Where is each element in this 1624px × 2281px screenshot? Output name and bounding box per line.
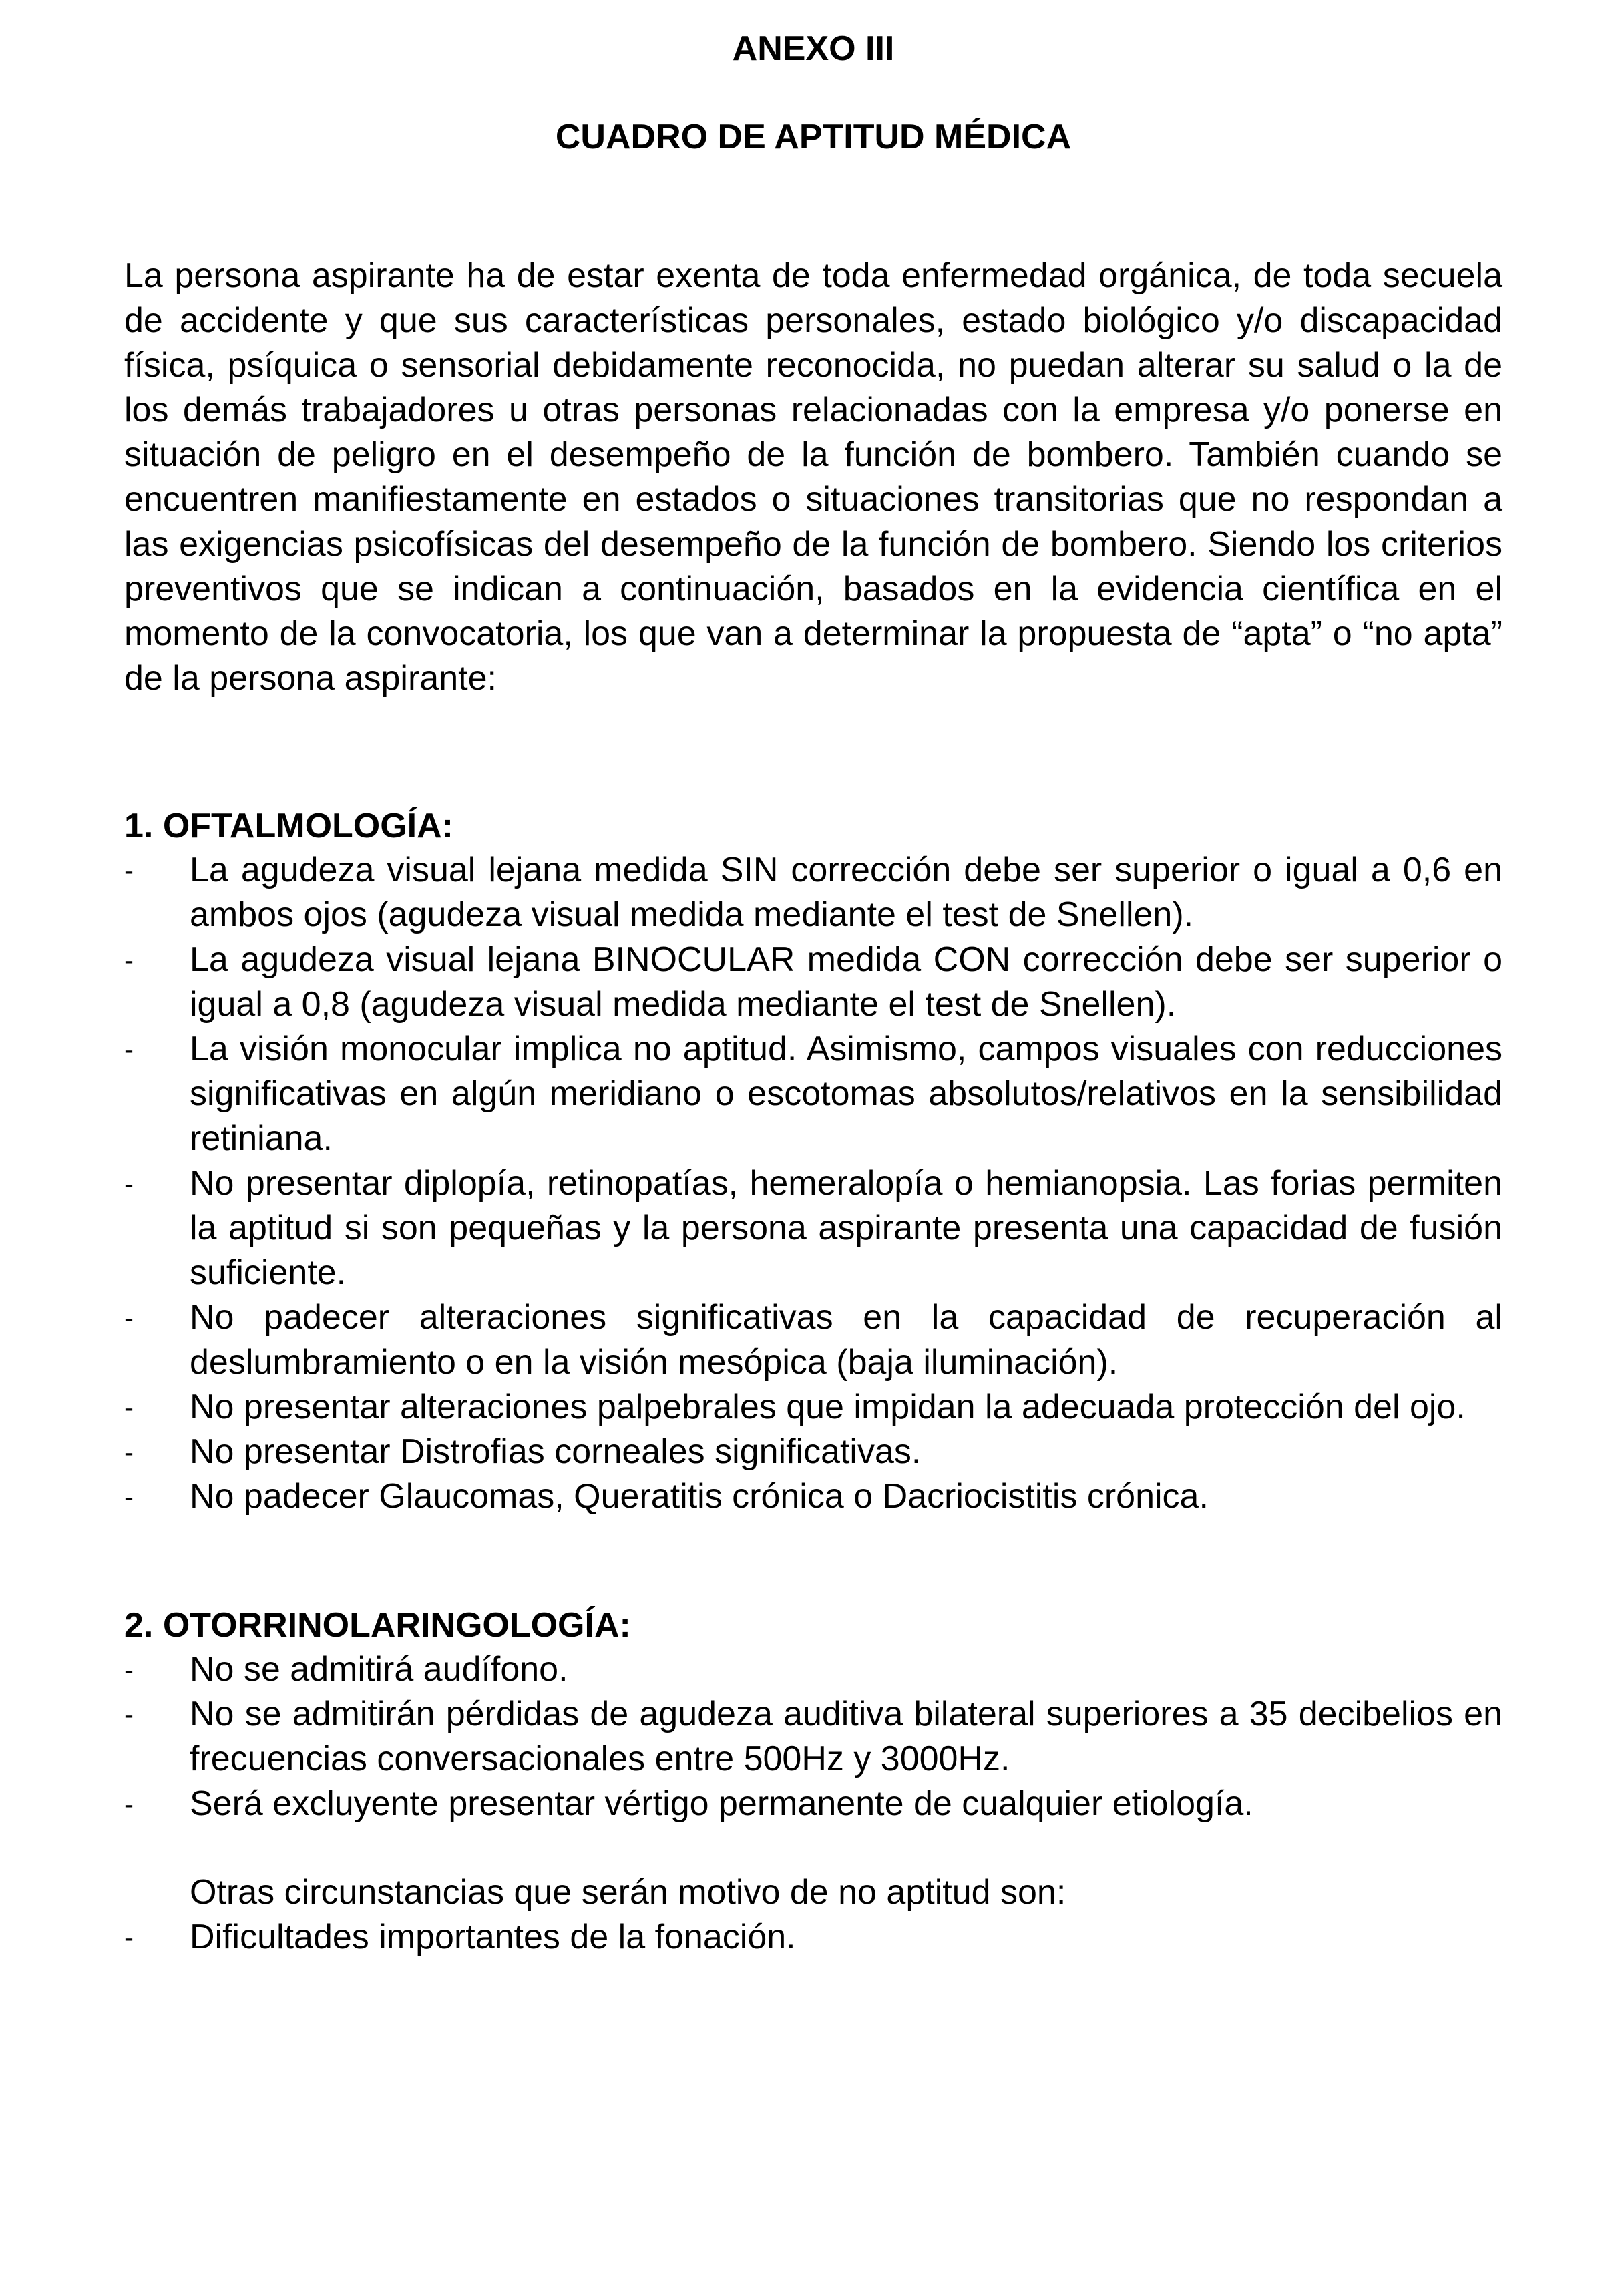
bullet-dash: - [124,1168,134,1199]
bullet-dash: - [124,1302,134,1333]
list-item [124,848,1502,938]
list-item [124,1430,1502,1474]
section-title-oftalmologia: 1. OFTALMOLOGÍA: [124,807,453,845]
annex-heading: ANEXO III [732,29,895,68]
bullet-dash: - [124,1699,134,1730]
list-item-text: No presentar Distrofias corneales significativas. [190,1432,922,1471]
list-item-text: No padecer alteraciones significativas en la capacidad de recuperación al deslumbramiento o en la visión mesópica (baja iluminación). [190,1298,1502,1382]
list-item [124,1647,1502,1692]
list-item-text: La visión monocular implica no aptitud. Asimismo, campos visuales con reducciones significativas en algún meridiano o escotomas absolutos/relativos en la sensibilidad retiniana. [190,1030,1502,1158]
otorrinolaringologia-list [124,1647,1502,1826]
bullet-dash: - [124,1788,134,1820]
bullet-dash: - [124,1922,134,1953]
list-item [124,1161,1502,1295]
list-item [124,1474,1502,1519]
list-item-text: No se admitirán pérdidas de agudeza auditiva bilateral superiores a 35 decibelios en frecuencias conversacionales entre 500Hz y 3000Hz. [190,1695,1502,1778]
list-item-text: La agudeza visual lejana medida SIN corrección debe ser superior o igual a 0,6 en ambos ojos (agudeza visual medida mediante el test de Snellen). [190,851,1502,934]
bullet-dash: - [124,1436,134,1468]
list-item [124,938,1502,1027]
list-item [124,1915,1502,1960]
list-item-text: No padecer Glaucomas, Queratitis crónica o Dacriocistitis crónica. [190,1477,1209,1516]
document-title: CUADRO DE APTITUD MÉDICA [555,118,1072,156]
list-item-text: Será excluyente presentar vértigo permanente de cualquier etiología. [190,1784,1253,1823]
section-title-otorrinolaringologia: 2. OTORRINOLARINGOLOGÍA: [124,1606,631,1645]
bullet-dash: - [124,855,134,886]
otras-circunstancias-note: Otras circunstancias que serán motivo de no aptitud son: [190,1873,1066,1912]
oftalmologia-list [124,848,1502,1519]
bullet-dash: - [124,1392,134,1423]
list-item-text: No se admitirá audífono. [190,1650,568,1689]
list-item-text: La agudeza visual lejana BINOCULAR medida CON corrección debe ser superior o igual a 0,8 (agudeza visual medida mediante el test de Snellen). [190,940,1502,1024]
list-item [124,1782,1502,1826]
list-item [124,1385,1502,1430]
otras-circunstancias-list [124,1915,1502,1960]
list-item [124,1295,1502,1385]
bullet-dash: - [124,1654,134,1685]
list-item-text: Dificultades importantes de la fonación. [190,1918,796,1956]
list-item-text: No presentar diplopía, retinopatías, hemeralopía o hemianopsia. Las forias permiten la aptitud si son pequeñas y la persona aspirante presenta una capacidad de fusión suficiente. [190,1164,1502,1292]
list-item [124,1027,1502,1161]
intro-paragraph: La persona aspirante ha de estar exenta de toda enfermedad orgánica, de toda secuela de accidente y que sus características personales, estado biológico y/o discapacidad física, psíquica o sensorial debidamente reconocida, no puedan alterar su salud o la de los demás trabajadores u otras personas relacionadas con la empresa y/o ponerse en situación de peligro en el desempeño de la función de bombero. También cuando se encuentren manifiestamente en estados o situaciones transitorias que no respondan a las exigencias psicofísicas del desempeño de la función de bombero. Siendo los criterios preventivos que se indican a continuación, basados en la evidencia científica en el momento de la convocatoria, los que van a determinar la propuesta de “apta” o “no apta” de la persona aspirante: [124,256,1502,698]
list-item [124,1692,1502,1782]
list-item-text: No presentar alteraciones palpebrales que impidan la adecuada protección del ojo. [190,1388,1466,1426]
bullet-dash: - [124,1034,134,1065]
bullet-dash: - [124,944,134,976]
bullet-dash: - [124,1481,134,1512]
document-page [124,27,1502,1960]
